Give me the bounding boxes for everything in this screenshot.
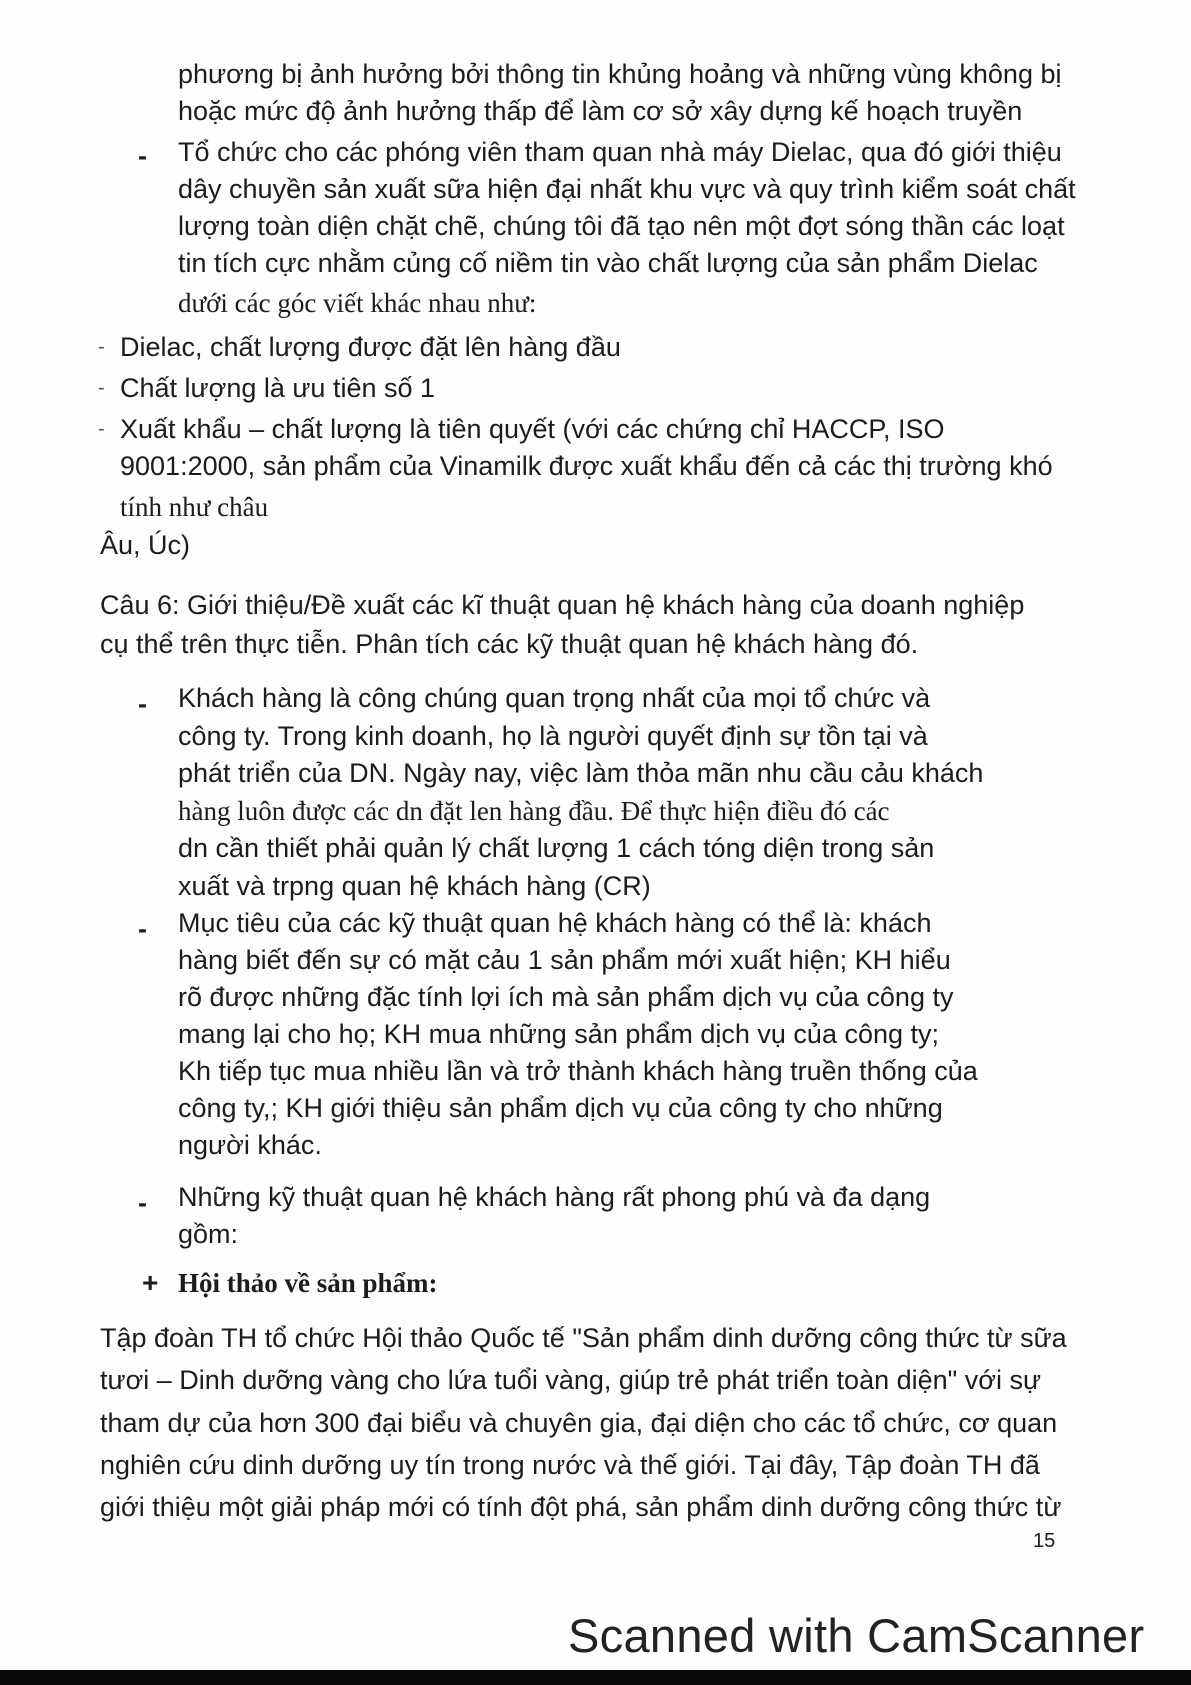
text-line: mang lại cho họ; KH mua những sản phẩm dịch vụ của công ty; (178, 1019, 940, 1049)
text-line: phương bị ảnh hưởng bởi thông tin khủng hoảng và những vùng không bị (178, 59, 1062, 89)
text-line: Dielac, chất lượng được đặt lên hàng đầu (120, 332, 621, 362)
text-line: Tổ chức cho các phóng viên tham quan nhà máy Dielac, qua đó giới thiệu (178, 137, 1062, 167)
text-line: Những kỹ thuật quan hệ khách hàng rất phong phú và đa dạng (178, 1182, 931, 1212)
camscanner-watermark: Scanned with CamScanner (568, 1609, 1145, 1662)
bullet-dash: - (138, 914, 147, 944)
text-line: 9001:2000, sản phẩm của Vinamilk được xuất khẩu đến cả các thị trường khó (120, 451, 1053, 481)
list-dash: - (98, 377, 105, 399)
text-line: phát triển của DN. Ngày nay, việc làm thỏa mãn nhu cầu cảu khách (178, 758, 984, 788)
text-line: hàng biết đến sự có mặt cảu 1 sản phẩm mới xuất hiện; KH hiểu (178, 945, 951, 975)
text-line: Tập đoàn TH tổ chức Hội thảo Quốc tế "Sản phẩm dinh dưỡng công thức từ sữa (100, 1323, 1067, 1353)
text-line: tính như châu (120, 492, 269, 522)
text-line: xuất và trpng quan hệ khách hàng (CR) (178, 871, 651, 901)
bullet-dash: - (138, 689, 147, 719)
text-line: giới thiệu một giải pháp mới có tính đột phá, sản phẩm dinh dưỡng công thức từ (100, 1492, 1062, 1522)
question-heading: Câu 6: Giới thiệu/Đề xuất các kĩ thuật quan hệ khách hàng của doanh nghiệp (100, 590, 1025, 620)
text-line: công ty. Trong kinh doanh, họ là người quyết định sự tồn tại và (178, 721, 928, 751)
text-line: Chất lượng là ưu tiên số 1 (120, 373, 436, 403)
text-line: tin tích cực nhằm củng cố niềm tin vào chất lượng của sản phẩm Dielac (178, 248, 1038, 278)
scan-bottom-edge (0, 1670, 1191, 1685)
text-line: Kh tiếp tục mua nhiều lần và trở thành khách hàng truền thống của (178, 1056, 978, 1086)
bullet-dash: - (138, 1188, 147, 1218)
text-line: lượng toàn diện chặt chẽ, chúng tôi đã tạo nên một đợt sóng thần các loạt (178, 211, 1065, 241)
page-number: 15 (1033, 1530, 1056, 1552)
text-line: tham dự của hơn 300 đại biểu và chuyên gia, đại diện cho các tổ chức, cơ quan (100, 1408, 1058, 1438)
text-line: Khách hàng là công chúng quan trọng nhất của mọi tổ chức và (178, 683, 931, 713)
text-line: công ty,; KH giới thiệu sản phẩm dịch vụ của công ty cho những (178, 1093, 943, 1123)
text-line: hoặc mức độ ảnh hưởng thấp để làm cơ sở xây dựng kế hoạch truyền (178, 96, 1023, 126)
text-line: Mục tiêu của các kỹ thuật quan hệ khách hàng có thể là: khách (178, 908, 932, 938)
text-line: hàng luôn được các dn đặt len hàng đầu. Để thực hiện điều đó các (178, 796, 890, 826)
bullet-dash: - (138, 141, 147, 171)
plus-symbol: + (142, 1267, 159, 1298)
text-line: nghiên cứu dinh dưỡng uy tín trong nước và thế giới. Tại đây, Tập đoàn TH đã (100, 1450, 1040, 1480)
text-line: gồm: (178, 1219, 239, 1249)
text-line: người khác. (178, 1130, 322, 1160)
list-dash: - (98, 418, 105, 440)
text-line: tươi – Dinh dưỡng vàng cho lứa tuổi vàng, giúp trẻ phát triển toàn diện" với sự (100, 1365, 1042, 1395)
text-line: Xuất khẩu – chất lượng là tiên quyết (với các chứng chỉ HACCP, ISO (120, 414, 945, 444)
subheading: Hội thảo về sản phẩm: (178, 1268, 438, 1298)
text-line: dưới các góc viết khác nhau như: (178, 288, 537, 318)
list-dash: - (98, 336, 105, 358)
text-line: dn cần thiết phải quản lý chất lượng 1 cách tóng diện trong sản (178, 833, 935, 863)
question-heading: cụ thể trên thực tiễn. Phân tích các kỹ thuật quan hệ khách hàng đó. (100, 629, 919, 659)
text-line: rõ được những đặc tính lợi ích mà sản phẩm dịch vụ của công ty (178, 982, 954, 1012)
text-line: Âu, Úc) (100, 530, 191, 560)
text-line: dây chuyền sản xuất sữa hiện đại nhất khu vực và quy trình kiểm soát chất (178, 174, 1076, 204)
